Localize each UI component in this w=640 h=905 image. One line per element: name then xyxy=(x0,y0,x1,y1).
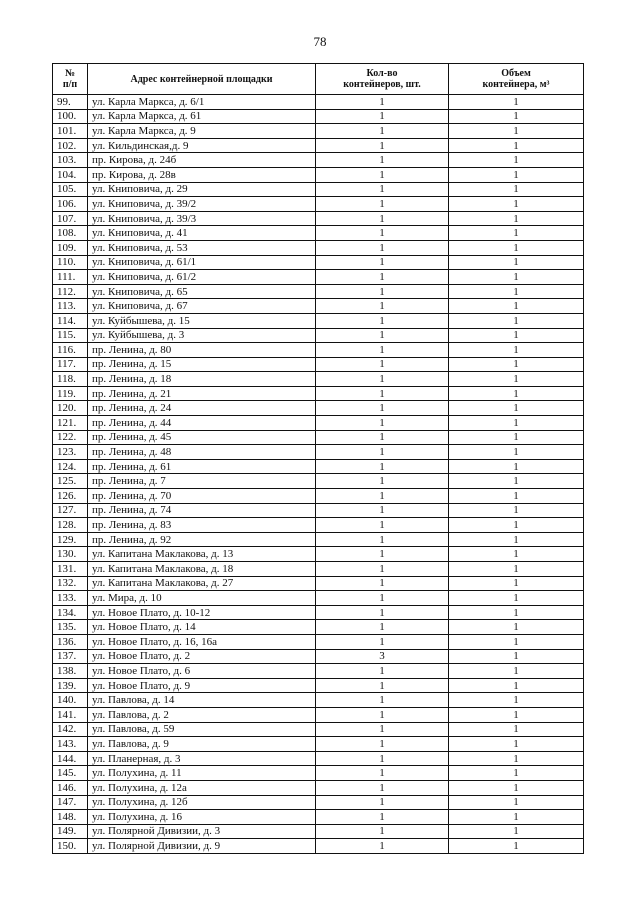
header-count-line1: Кол-во xyxy=(366,68,398,79)
table-row xyxy=(53,532,584,547)
row-container-count: 1 xyxy=(316,576,449,591)
row-container-volume: 1 xyxy=(449,386,584,401)
row-number: 128. xyxy=(53,518,88,533)
table-row xyxy=(53,649,584,664)
row-number: 114. xyxy=(53,313,88,328)
table-row xyxy=(53,124,584,139)
row-container-count: 1 xyxy=(316,766,449,781)
row-address: ул. Книповича, д. 65 xyxy=(88,284,316,299)
row-address: ул. Книповича, д. 61/2 xyxy=(88,270,316,285)
row-container-volume: 1 xyxy=(449,839,584,854)
row-number: 130. xyxy=(53,547,88,562)
row-number: 122. xyxy=(53,430,88,445)
row-container-count: 1 xyxy=(316,167,449,182)
row-address: ул. Полярной Дивизии, д. 3 xyxy=(88,824,316,839)
row-container-count: 1 xyxy=(316,810,449,825)
row-container-count: 1 xyxy=(316,343,449,358)
row-address: ул. Павлова, д. 59 xyxy=(88,722,316,737)
row-container-count: 1 xyxy=(316,795,449,810)
table-row xyxy=(53,430,584,445)
row-container-volume: 1 xyxy=(449,430,584,445)
table-row xyxy=(53,416,584,431)
row-address: ул. Карла Маркса, д. 61 xyxy=(88,109,316,124)
row-address: ул. Книповича, д. 61/1 xyxy=(88,255,316,270)
row-container-volume: 1 xyxy=(449,591,584,606)
row-container-volume: 1 xyxy=(449,518,584,533)
row-container-count: 1 xyxy=(316,634,449,649)
row-address: пр. Кирова, д. 28в xyxy=(88,167,316,182)
row-container-count: 1 xyxy=(316,255,449,270)
row-container-volume: 1 xyxy=(449,547,584,562)
row-number: 147. xyxy=(53,795,88,810)
table-row xyxy=(53,620,584,635)
row-container-volume: 1 xyxy=(449,810,584,825)
table-row xyxy=(53,459,584,474)
row-container-volume: 1 xyxy=(449,328,584,343)
row-container-count: 3 xyxy=(316,649,449,664)
row-address: пр. Ленина, д. 48 xyxy=(88,445,316,460)
table-row xyxy=(53,95,584,110)
row-number: 141. xyxy=(53,707,88,722)
row-number: 140. xyxy=(53,693,88,708)
row-number: 149. xyxy=(53,824,88,839)
row-number: 108. xyxy=(53,226,88,241)
row-number: 104. xyxy=(53,167,88,182)
row-address: пр. Ленина, д. 44 xyxy=(88,416,316,431)
row-container-count: 1 xyxy=(316,591,449,606)
row-address: ул. Новое Плато, д. 10-12 xyxy=(88,605,316,620)
row-address: пр. Ленина, д. 80 xyxy=(88,343,316,358)
row-container-volume: 1 xyxy=(449,707,584,722)
row-container-volume: 1 xyxy=(449,255,584,270)
row-container-count: 1 xyxy=(316,532,449,547)
row-container-volume: 1 xyxy=(449,211,584,226)
row-number: 143. xyxy=(53,737,88,752)
row-address: ул. Куйбышева, д. 15 xyxy=(88,313,316,328)
header-number-line2: п/п xyxy=(62,79,78,90)
row-number: 129. xyxy=(53,532,88,547)
row-number: 139. xyxy=(53,678,88,693)
row-number: 102. xyxy=(53,138,88,153)
header-number xyxy=(53,64,88,95)
row-container-volume: 1 xyxy=(449,226,584,241)
row-number: 131. xyxy=(53,562,88,577)
row-container-volume: 1 xyxy=(449,562,584,577)
table-row xyxy=(53,372,584,387)
row-number: 109. xyxy=(53,240,88,255)
row-address: пр. Ленина, д. 21 xyxy=(88,386,316,401)
row-container-volume: 1 xyxy=(449,766,584,781)
row-container-volume: 1 xyxy=(449,693,584,708)
row-number: 99. xyxy=(53,95,88,110)
row-container-volume: 1 xyxy=(449,313,584,328)
row-container-count: 1 xyxy=(316,722,449,737)
row-address: ул. Карла Маркса, д. 6/1 xyxy=(88,95,316,110)
row-container-volume: 1 xyxy=(449,343,584,358)
table-row xyxy=(53,547,584,562)
row-container-count: 1 xyxy=(316,153,449,168)
row-container-count: 1 xyxy=(316,459,449,474)
row-container-volume: 1 xyxy=(449,95,584,110)
row-number: 123. xyxy=(53,445,88,460)
row-number: 113. xyxy=(53,299,88,314)
table-row xyxy=(53,474,584,489)
row-container-volume: 1 xyxy=(449,270,584,285)
table-body xyxy=(53,95,584,854)
row-address: ул. Книповича, д. 39/2 xyxy=(88,197,316,212)
table-row xyxy=(53,503,584,518)
row-container-count: 1 xyxy=(316,430,449,445)
container-sites-table xyxy=(52,63,584,854)
row-container-volume: 1 xyxy=(449,299,584,314)
row-container-count: 1 xyxy=(316,518,449,533)
row-container-volume: 1 xyxy=(449,649,584,664)
row-container-count: 1 xyxy=(316,824,449,839)
table-row xyxy=(53,182,584,197)
row-container-count: 1 xyxy=(316,707,449,722)
row-container-count: 1 xyxy=(316,737,449,752)
row-container-count: 1 xyxy=(316,328,449,343)
table-row xyxy=(53,737,584,752)
row-container-count: 1 xyxy=(316,489,449,504)
row-container-volume: 1 xyxy=(449,678,584,693)
row-container-count: 1 xyxy=(316,474,449,489)
row-number: 105. xyxy=(53,182,88,197)
row-container-volume: 1 xyxy=(449,795,584,810)
row-address: пр. Ленина, д. 70 xyxy=(88,489,316,504)
row-address: пр. Ленина, д. 83 xyxy=(88,518,316,533)
row-container-count: 1 xyxy=(316,138,449,153)
row-container-volume: 1 xyxy=(449,824,584,839)
row-container-volume: 1 xyxy=(449,576,584,591)
row-number: 103. xyxy=(53,153,88,168)
row-address: ул. Книповича, д. 53 xyxy=(88,240,316,255)
row-number: 116. xyxy=(53,343,88,358)
row-container-count: 1 xyxy=(316,503,449,518)
row-container-count: 1 xyxy=(316,386,449,401)
row-address: ул. Планерная, д. 3 xyxy=(88,751,316,766)
row-container-count: 1 xyxy=(316,270,449,285)
row-address: ул. Полярной Дивизии, д. 9 xyxy=(88,839,316,854)
row-number: 118. xyxy=(53,372,88,387)
row-address: ул. Новое Плато, д. 2 xyxy=(88,649,316,664)
row-address: ул. Павлова, д. 14 xyxy=(88,693,316,708)
table-row xyxy=(53,445,584,460)
row-address: ул. Капитана Маклакова, д. 27 xyxy=(88,576,316,591)
table-row xyxy=(53,780,584,795)
row-container-count: 1 xyxy=(316,605,449,620)
table-row xyxy=(53,328,584,343)
row-address: ул. Павлова, д. 9 xyxy=(88,737,316,752)
table-row xyxy=(53,707,584,722)
table-row xyxy=(53,240,584,255)
row-address: ул. Книповича, д. 41 xyxy=(88,226,316,241)
row-number: 121. xyxy=(53,416,88,431)
row-container-count: 1 xyxy=(316,678,449,693)
row-container-count: 1 xyxy=(316,357,449,372)
row-container-volume: 1 xyxy=(449,532,584,547)
row-address: ул. Кильдинская,д. 9 xyxy=(88,138,316,153)
header-count-line2: контейнеров, шт. xyxy=(343,79,421,90)
row-container-volume: 1 xyxy=(449,372,584,387)
row-container-count: 1 xyxy=(316,416,449,431)
row-number: 134. xyxy=(53,605,88,620)
row-container-count: 1 xyxy=(316,95,449,110)
row-container-volume: 1 xyxy=(449,124,584,139)
row-container-volume: 1 xyxy=(449,634,584,649)
row-address: ул. Книповича, д. 29 xyxy=(88,182,316,197)
header-address: Адрес контейнерной площадки xyxy=(88,64,316,95)
row-number: 135. xyxy=(53,620,88,635)
row-address: ул. Книповича, д. 39/3 xyxy=(88,211,316,226)
row-number: 145. xyxy=(53,766,88,781)
row-address: пр. Ленина, д. 74 xyxy=(88,503,316,518)
table-row xyxy=(53,722,584,737)
row-container-volume: 1 xyxy=(449,357,584,372)
header-container-count xyxy=(316,64,449,95)
table-row xyxy=(53,153,584,168)
row-container-volume: 1 xyxy=(449,780,584,795)
table-row xyxy=(53,343,584,358)
row-container-count: 1 xyxy=(316,693,449,708)
table-row xyxy=(53,489,584,504)
row-address: пр. Ленина, д. 15 xyxy=(88,357,316,372)
table-row xyxy=(53,839,584,854)
table-row xyxy=(53,226,584,241)
table-row xyxy=(53,138,584,153)
row-container-count: 1 xyxy=(316,313,449,328)
row-number: 138. xyxy=(53,664,88,679)
header-number-line1: № xyxy=(64,68,76,79)
table-row xyxy=(53,255,584,270)
row-address: ул. Капитана Маклакова, д. 18 xyxy=(88,562,316,577)
page-number: 78 xyxy=(313,34,327,49)
row-container-volume: 1 xyxy=(449,167,584,182)
row-number: 127. xyxy=(53,503,88,518)
table-row xyxy=(53,197,584,212)
table-row xyxy=(53,664,584,679)
row-container-volume: 1 xyxy=(449,737,584,752)
row-container-count: 1 xyxy=(316,445,449,460)
table-row xyxy=(53,109,584,124)
row-address: ул. Новое Плато, д. 16, 16а xyxy=(88,634,316,649)
table-row xyxy=(53,211,584,226)
row-address: ул. Карла Маркса, д. 9 xyxy=(88,124,316,139)
row-container-volume: 1 xyxy=(449,751,584,766)
table-row xyxy=(53,284,584,299)
row-container-volume: 1 xyxy=(449,459,584,474)
row-container-volume: 1 xyxy=(449,109,584,124)
table-row xyxy=(53,634,584,649)
row-address: пр. Кирова, д. 24б xyxy=(88,153,316,168)
row-container-volume: 1 xyxy=(449,138,584,153)
row-address: ул. Полухина, д. 12а xyxy=(88,780,316,795)
table-row xyxy=(53,824,584,839)
row-container-volume: 1 xyxy=(449,620,584,635)
row-number: 119. xyxy=(53,386,88,401)
row-number: 100. xyxy=(53,109,88,124)
header-volume-line1: Объем xyxy=(501,68,531,79)
row-number: 112. xyxy=(53,284,88,299)
header-container-volume xyxy=(449,64,584,95)
table-row xyxy=(53,678,584,693)
row-container-count: 1 xyxy=(316,226,449,241)
table-row xyxy=(53,576,584,591)
row-container-volume: 1 xyxy=(449,722,584,737)
row-container-count: 1 xyxy=(316,124,449,139)
row-container-count: 1 xyxy=(316,182,449,197)
row-address: пр. Ленина, д. 92 xyxy=(88,532,316,547)
table-row xyxy=(53,357,584,372)
table-row xyxy=(53,167,584,182)
row-container-count: 1 xyxy=(316,664,449,679)
row-address: ул. Полухина, д. 16 xyxy=(88,810,316,825)
row-number: 126. xyxy=(53,489,88,504)
table-row xyxy=(53,562,584,577)
table-row xyxy=(53,810,584,825)
row-container-volume: 1 xyxy=(449,284,584,299)
table-row xyxy=(53,299,584,314)
row-container-count: 1 xyxy=(316,839,449,854)
row-container-count: 1 xyxy=(316,240,449,255)
row-number: 146. xyxy=(53,780,88,795)
table-header-row xyxy=(53,64,584,95)
table-row xyxy=(53,795,584,810)
row-container-volume: 1 xyxy=(449,664,584,679)
row-address: пр. Ленина, д. 24 xyxy=(88,401,316,416)
row-container-count: 1 xyxy=(316,211,449,226)
row-number: 136. xyxy=(53,634,88,649)
row-number: 148. xyxy=(53,810,88,825)
row-address: ул. Павлова, д. 2 xyxy=(88,707,316,722)
row-number: 137. xyxy=(53,649,88,664)
row-address: ул. Новое Плато, д. 14 xyxy=(88,620,316,635)
row-number: 110. xyxy=(53,255,88,270)
row-address: ул. Книповича, д. 67 xyxy=(88,299,316,314)
row-address: ул. Полухина, д. 12б xyxy=(88,795,316,810)
row-container-count: 1 xyxy=(316,299,449,314)
table-row xyxy=(53,313,584,328)
row-number: 142. xyxy=(53,722,88,737)
row-container-volume: 1 xyxy=(449,489,584,504)
row-container-volume: 1 xyxy=(449,401,584,416)
row-container-volume: 1 xyxy=(449,503,584,518)
row-address: пр. Ленина, д. 18 xyxy=(88,372,316,387)
row-number: 117. xyxy=(53,357,88,372)
row-address: пр. Ленина, д. 61 xyxy=(88,459,316,474)
table-row xyxy=(53,270,584,285)
row-number: 132. xyxy=(53,576,88,591)
row-address: пр. Ленина, д. 7 xyxy=(88,474,316,489)
row-container-count: 1 xyxy=(316,372,449,387)
row-number: 133. xyxy=(53,591,88,606)
row-address: ул. Куйбышева, д. 3 xyxy=(88,328,316,343)
row-container-volume: 1 xyxy=(449,240,584,255)
table-row xyxy=(53,386,584,401)
row-container-count: 1 xyxy=(316,547,449,562)
row-number: 125. xyxy=(53,474,88,489)
table-row xyxy=(53,693,584,708)
row-number: 107. xyxy=(53,211,88,226)
table-row xyxy=(53,401,584,416)
row-number: 106. xyxy=(53,197,88,212)
row-container-volume: 1 xyxy=(449,605,584,620)
row-number: 144. xyxy=(53,751,88,766)
header-volume-line2: контейнера, м³ xyxy=(482,79,550,90)
row-number: 120. xyxy=(53,401,88,416)
table-row xyxy=(53,751,584,766)
row-container-count: 1 xyxy=(316,109,449,124)
row-number: 111. xyxy=(53,270,88,285)
table-row xyxy=(53,766,584,781)
row-container-volume: 1 xyxy=(449,474,584,489)
row-address: ул. Новое Плато, д. 9 xyxy=(88,678,316,693)
row-container-count: 1 xyxy=(316,751,449,766)
row-address: ул. Полухина, д. 11 xyxy=(88,766,316,781)
row-number: 115. xyxy=(53,328,88,343)
row-container-count: 1 xyxy=(316,562,449,577)
row-number: 101. xyxy=(53,124,88,139)
row-container-count: 1 xyxy=(316,401,449,416)
row-address: ул. Новое Плато, д. 6 xyxy=(88,664,316,679)
row-container-count: 1 xyxy=(316,780,449,795)
table-row xyxy=(53,605,584,620)
row-number: 124. xyxy=(53,459,88,474)
row-address: пр. Ленина, д. 45 xyxy=(88,430,316,445)
row-container-count: 1 xyxy=(316,620,449,635)
row-address: ул. Капитана Маклакова, д. 13 xyxy=(88,547,316,562)
row-container-volume: 1 xyxy=(449,182,584,197)
row-address: ул. Мира, д. 10 xyxy=(88,591,316,606)
row-container-count: 1 xyxy=(316,284,449,299)
row-container-volume: 1 xyxy=(449,416,584,431)
table-row xyxy=(53,518,584,533)
row-container-volume: 1 xyxy=(449,153,584,168)
row-number: 150. xyxy=(53,839,88,854)
row-container-volume: 1 xyxy=(449,445,584,460)
table-row xyxy=(53,591,584,606)
row-container-volume: 1 xyxy=(449,197,584,212)
row-container-count: 1 xyxy=(316,197,449,212)
